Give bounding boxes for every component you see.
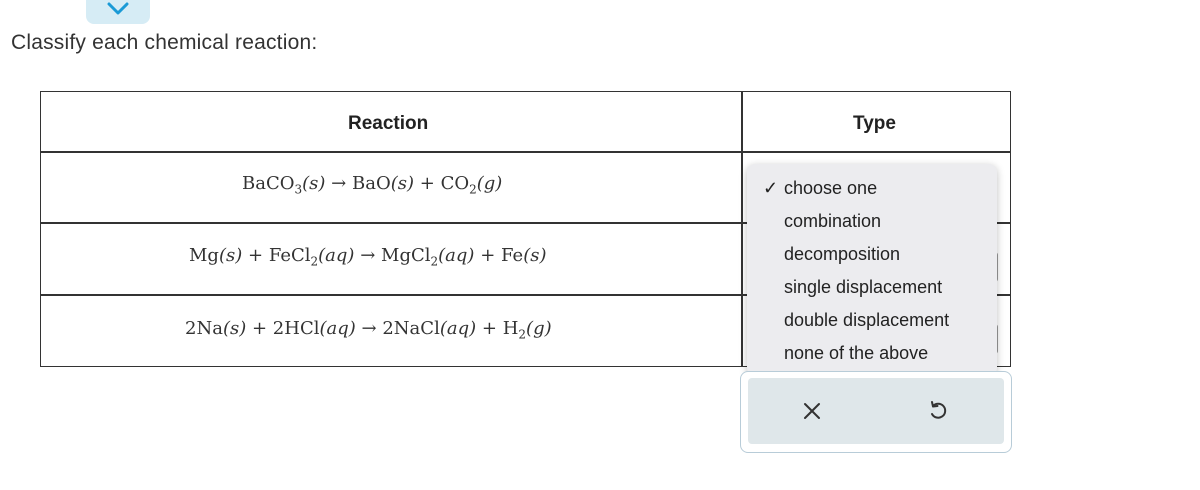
reaction-equation-1: BaCO$_3$(s) → $BaO(s) + CO_2(g)$ [242,173,503,197]
reaction-equation-3: 2Na(s) + 2HCl(aq) → 2NaCl(aq) + $H_2(g)$ [185,318,552,342]
dropdown-option-decomposition[interactable]: decomposition [784,244,901,264]
answer-tools-panel [740,371,1012,453]
question-prompt: Classify each chemical reaction: [11,31,318,54]
dropdown-option-choose-one[interactable]: ✓ choose one [763,178,878,198]
expand-button[interactable] [86,0,150,24]
chevron-down-icon [107,2,129,16]
reaction-equation-2: Mg(s) + FeCl$_2$(aq) → MgCl$_2$(aq) + Fe(s) [189,245,547,269]
type-dropdown-menu[interactable] [747,164,997,376]
dropdown-option-double-displacement[interactable]: double displacement [784,310,950,330]
dropdown-option-combination[interactable]: combination [784,211,882,231]
undo-button[interactable] [925,398,951,424]
close-icon [802,401,822,421]
dropdown-option-none-of-the-above[interactable]: none of the above [784,343,929,363]
undo-icon [927,400,949,422]
column-header-reaction: Reaction [348,113,429,134]
clear-button[interactable] [799,398,825,424]
check-icon: ✓ [763,178,779,198]
dropdown-option-single-displacement[interactable]: single displacement [784,277,943,297]
column-header-type: Type [853,113,896,134]
